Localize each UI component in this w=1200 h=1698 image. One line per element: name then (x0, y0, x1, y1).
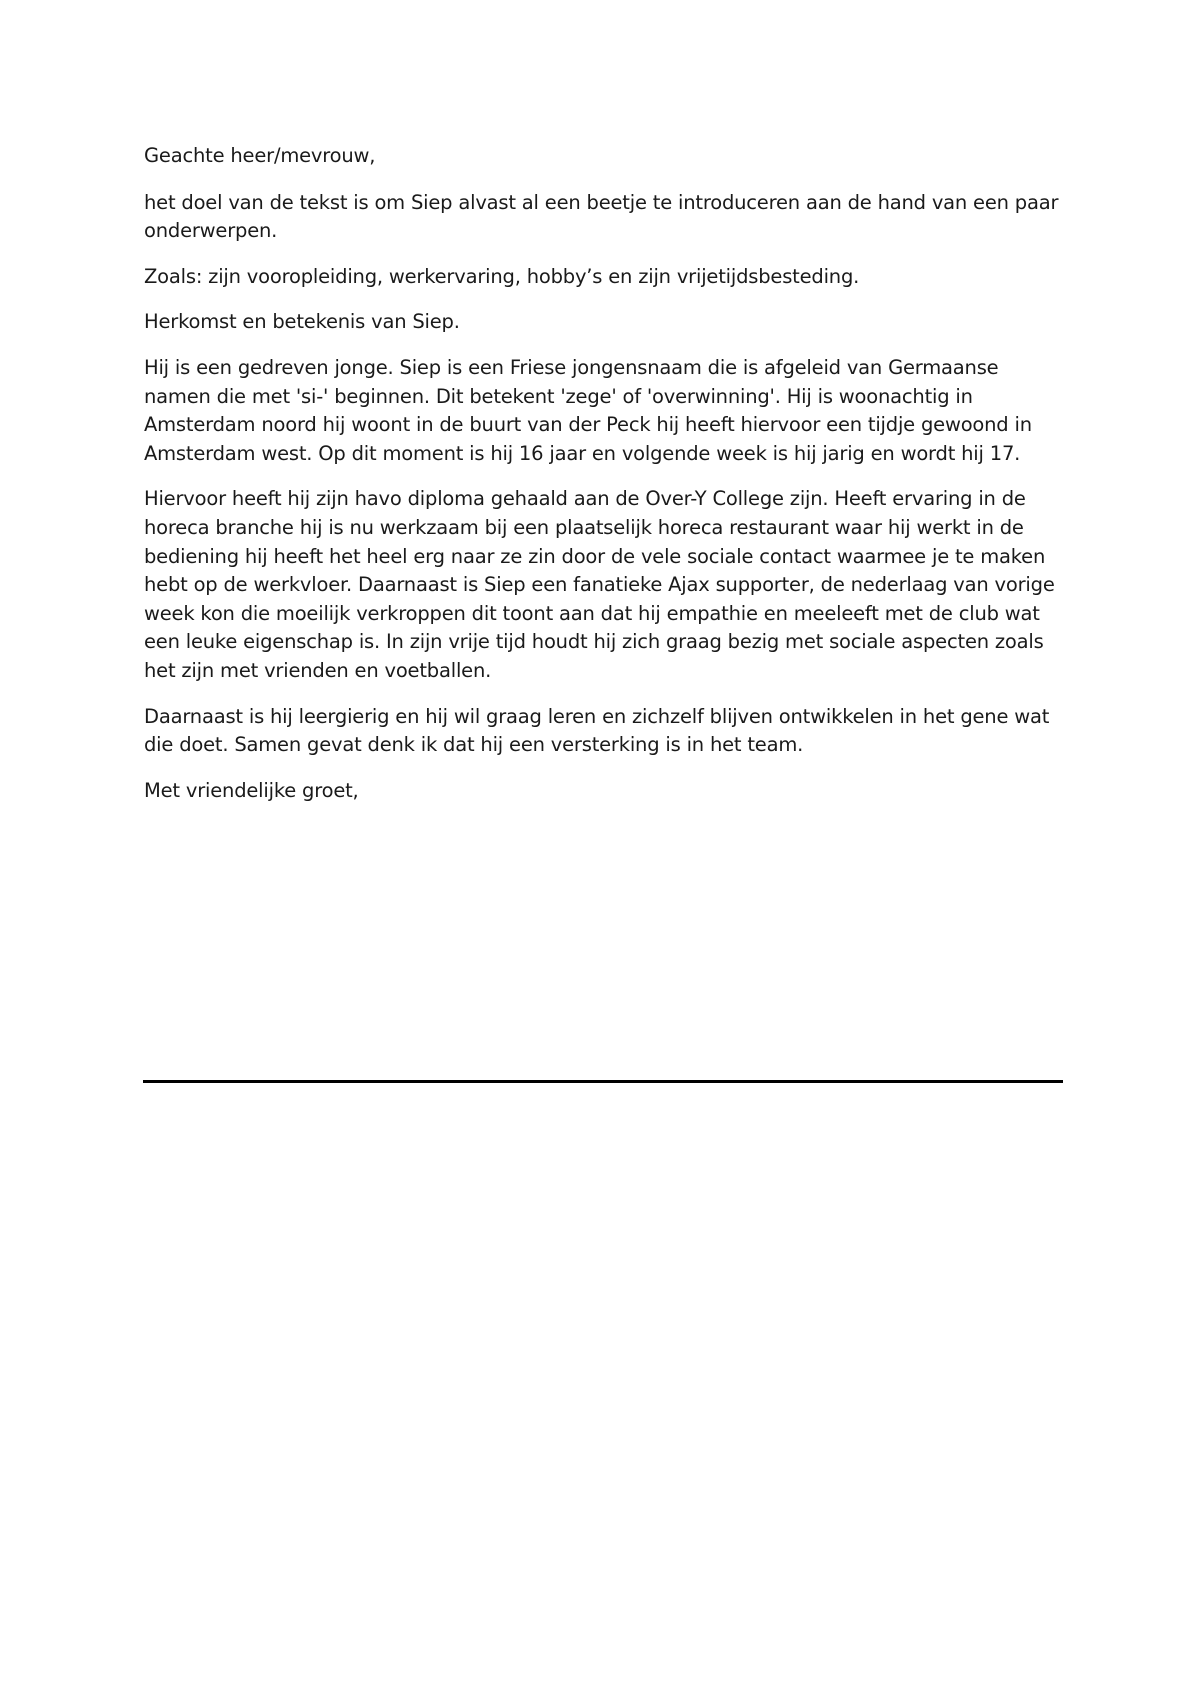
closing: Met vriendelijke groet, (144, 778, 359, 802)
letter-body (144, 142, 1069, 822)
topics-paragraph: Zoals: zijn vooropleiding, werkervaring, hobby’s en zijn vrijetijdsbesteding. (144, 264, 860, 288)
intro-paragraph: het doel van de tekst is om Siep alvast al een beetje te introduceren aan de hand van een paar onderwerpen. (144, 190, 1059, 243)
summary-paragraph: Daarnaast is hij leergierig en hij wil graag leren en zichzelf blijven ontwikkelen in het gene wat die doet. Samen gevat denk ik dat hij een versterking is in het team. (144, 704, 1050, 757)
origin-paragraph: Hij is een gedreven jonge. Siep is een Friese jongensnaam die is afgeleid van Germaanse namen die met 'si-' beginnen. Dit betekent 'zege' of 'overwinning'. Hij is woonachtig in Amsterdam noord hij woont in de buurt van der Peck hij heeft hiervoor een tijdje gewoond in Amsterdam west. Op dit moment is hij 16 jaar en volgende week is hij jarig en wordt hij 17. (144, 355, 1032, 465)
section-heading-origin: Herkomst en betekenis van Siep. (144, 310, 460, 334)
experience-paragraph: Hiervoor heeft hij zijn havo diploma gehaald aan de Over-Y College zijn. Heeft ervaring in de horeca branche hij is nu werkzaam bij een plaatselijk horeca restaurant waar hij werkt in de bediening hij heeft het heel erg naar ze zin door de vele sociale contact waarmee je te maken hebt op de werkvloer. Daarnaast is Siep een fanatieke Ajax supporter, de nederlaag van vorige week kon die moeilijk verkroppen dit toont aan dat hij empathie en meeleeft met de club wat een leuke eigenschap is. In zijn vrije tijd houdt hij zich graag bezig met sociale aspecten zoals het zijn met vrienden en voetballen. (144, 487, 1055, 682)
signature-line (143, 1080, 1063, 1083)
salutation: Geachte heer/mevrouw, (144, 144, 376, 167)
